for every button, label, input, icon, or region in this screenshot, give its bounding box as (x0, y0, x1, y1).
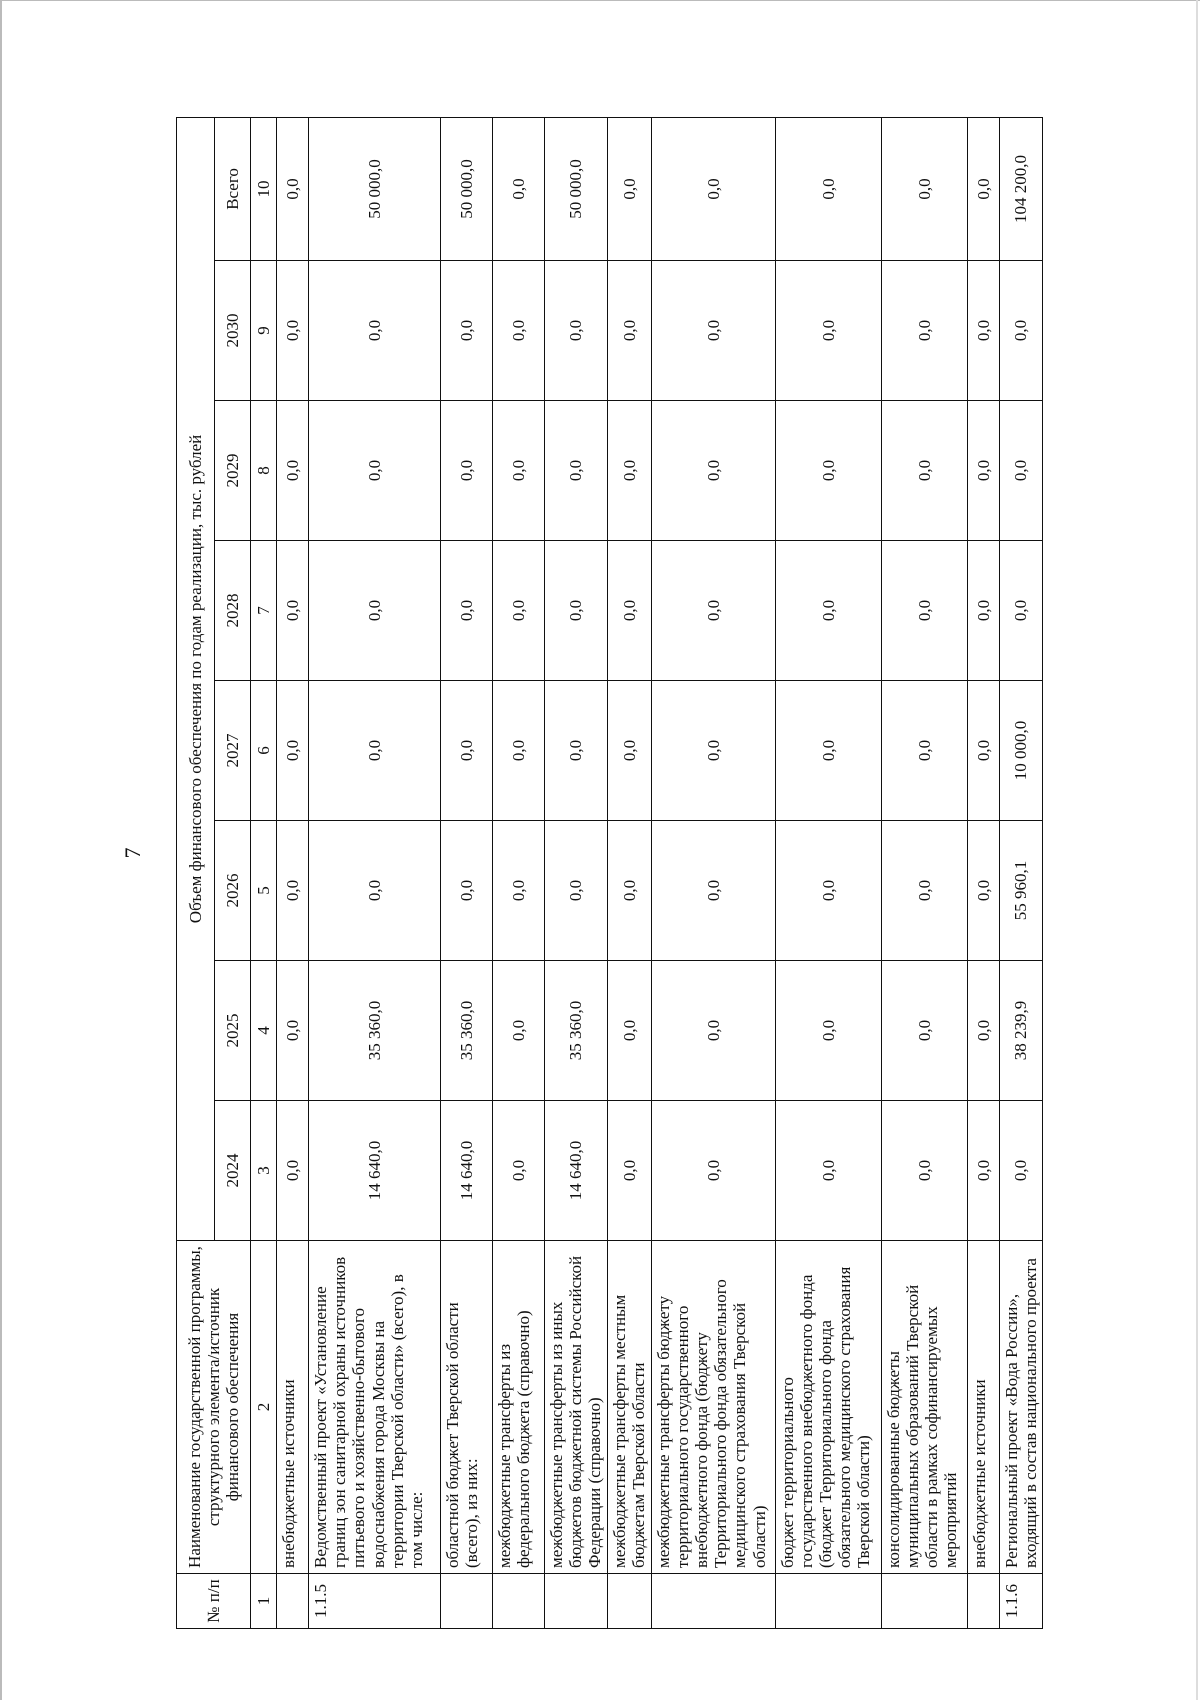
column-index-row (251, 117, 277, 1628)
row-year-value: 0,0 (277, 961, 309, 1101)
row-year-value: 0,0 (441, 261, 493, 401)
table-row (775, 117, 881, 1628)
row-code (651, 1574, 775, 1629)
row-year-value: 0,0 (309, 681, 441, 821)
row-year-value: 0,0 (545, 821, 608, 961)
column-index: 2 (251, 1241, 277, 1574)
table-row (277, 117, 309, 1628)
scan-edge-line (1196, 0, 1198, 1700)
row-total-value: 0,0 (967, 117, 999, 260)
scan-edge-line (0, 0, 2, 1700)
page-number: 7 (120, 847, 145, 859)
row-year-value: 0,0 (967, 821, 999, 961)
row-year-value: 14 640,0 (309, 1101, 441, 1241)
table-row (967, 117, 999, 1628)
row-year-value: 0,0 (607, 961, 651, 1101)
table-row (441, 117, 493, 1628)
row-year-value: 0,0 (493, 681, 545, 821)
row-year-value: 0,0 (775, 1101, 881, 1241)
row-name: внебюджетные источники (967, 1241, 999, 1574)
row-year-value: 0,0 (967, 541, 999, 681)
row-year-value: 0,0 (493, 821, 545, 961)
row-year-value: 0,0 (651, 821, 775, 961)
row-year-value: 0,0 (999, 401, 1042, 541)
row-year-value: 0,0 (309, 821, 441, 961)
header-name: Наименование государственной программы, структурного элемента/источник финансового обеспечения (177, 1241, 251, 1574)
table-row (309, 117, 441, 1628)
row-year-value: 0,0 (277, 1101, 309, 1241)
row-year-value: 0,0 (545, 401, 608, 541)
column-index: 3 (251, 1101, 277, 1241)
row-year-value: 0,0 (309, 401, 441, 541)
row-year-value: 14 640,0 (545, 1101, 608, 1241)
header-year: 2027 (215, 681, 251, 821)
row-name: бюджет территориального государственного внебюджетного фонда (бюджет Территориального фонда обязательного медицинского страхования Тверской области) (775, 1241, 881, 1574)
row-total-value: 104 200,0 (999, 117, 1042, 260)
row-name: межбюджетные трансферты местным бюджетам Тверской области (607, 1241, 651, 1574)
row-total-value: 0,0 (775, 117, 881, 260)
row-year-value: 0,0 (881, 401, 967, 541)
row-year-value: 0,0 (545, 681, 608, 821)
header-year: 2029 (215, 401, 251, 541)
table-row (545, 117, 608, 1628)
row-year-value: 0,0 (881, 1101, 967, 1241)
row-year-value: 38 239,9 (999, 961, 1042, 1101)
row-year-value: 0,0 (493, 261, 545, 401)
row-year-value: 0,0 (441, 681, 493, 821)
row-name: Ведомственный проект «Установление границ зон санитарной охраны источников питьевого и хозяйственно-бытового водоснабжения города Москвы на территории Тверской области» (всего), в том числе: (309, 1241, 441, 1574)
row-year-value: 0,0 (607, 261, 651, 401)
row-year-value: 0,0 (277, 821, 309, 961)
row-year-value: 0,0 (967, 961, 999, 1101)
row-total-value: 50 000,0 (545, 117, 608, 260)
row-year-value: 0,0 (493, 541, 545, 681)
row-year-value: 0,0 (967, 261, 999, 401)
row-year-value: 0,0 (881, 961, 967, 1101)
row-year-value: 0,0 (967, 1101, 999, 1241)
row-year-value: 0,0 (967, 681, 999, 821)
table-row (999, 117, 1042, 1628)
row-year-value: 0,0 (651, 541, 775, 681)
row-code (775, 1574, 881, 1629)
row-year-value: 0,0 (651, 261, 775, 401)
column-index: 9 (251, 261, 277, 401)
header-num: № п/п (177, 1574, 251, 1629)
row-year-value: 35 360,0 (441, 961, 493, 1101)
row-total-value: 0,0 (651, 117, 775, 260)
row-year-value: 0,0 (775, 401, 881, 541)
row-year-value: 0,0 (493, 401, 545, 541)
row-year-value: 0,0 (881, 261, 967, 401)
scan-edge-line (0, 0, 1200, 1)
row-year-value: 0,0 (493, 961, 545, 1101)
row-year-value: 0,0 (999, 541, 1042, 681)
table-row (607, 117, 651, 1628)
financing-table (176, 117, 1043, 1629)
row-year-value: 14 640,0 (441, 1101, 493, 1241)
column-index: 7 (251, 541, 277, 681)
row-name: межбюджетные трансферты из иных бюджетов бюджетной системы Российской Федерации (справочно) (545, 1241, 608, 1574)
row-code (607, 1574, 651, 1629)
row-year-value: 0,0 (999, 261, 1042, 401)
row-name: консолидированные бюджеты муниципальных образований Тверской области в рамках софинансируемых мероприятий (881, 1241, 967, 1574)
row-code: 1.1.6 (999, 1574, 1042, 1629)
column-index: 6 (251, 681, 277, 821)
row-code (545, 1574, 608, 1629)
row-year-value: 0,0 (441, 401, 493, 541)
header-year: 2026 (215, 821, 251, 961)
column-index: 10 (251, 117, 277, 260)
row-code: 1.1.5 (309, 1574, 441, 1629)
row-year-value: 0,0 (607, 821, 651, 961)
row-year-value: 0,0 (651, 681, 775, 821)
row-code (967, 1574, 999, 1629)
row-code (881, 1574, 967, 1629)
header-year: 2024 (215, 1101, 251, 1241)
row-year-value: 0,0 (309, 541, 441, 681)
row-name: межбюджетные трансферты бюджету территориального государственного внебюджетного фонда (бюджету Территориального фонда обязательного медицинского страхования Тверской области) (651, 1241, 775, 1574)
column-index: 1 (251, 1574, 277, 1629)
row-total-value: 50 000,0 (309, 117, 441, 260)
row-year-value: 0,0 (441, 821, 493, 961)
row-year-value: 0,0 (775, 541, 881, 681)
row-year-value: 0,0 (651, 401, 775, 541)
header-year: 2025 (215, 961, 251, 1101)
rotated-table-container (176, 118, 1176, 1629)
row-year-value: 0,0 (277, 681, 309, 821)
column-index: 8 (251, 401, 277, 541)
row-total-value: 0,0 (881, 117, 967, 260)
row-name: областной бюджет Тверской области (всего), из них: (441, 1241, 493, 1574)
header-volume: Объем финансового обеспечения по годам реализации, тыс. рублей (177, 117, 215, 1240)
table-sheet (176, 118, 1176, 1629)
row-name: Региональный проект «Вода России», входящий в состав национального проекта (999, 1241, 1042, 1574)
table-row (651, 117, 775, 1628)
row-year-value: 0,0 (607, 541, 651, 681)
row-year-value: 35 360,0 (309, 961, 441, 1101)
row-year-value: 0,0 (493, 1101, 545, 1241)
row-year-value: 0,0 (967, 401, 999, 541)
header-total: Всего (215, 117, 251, 260)
row-year-value: 0,0 (775, 261, 881, 401)
column-index: 5 (251, 821, 277, 961)
row-year-value: 0,0 (881, 681, 967, 821)
row-year-value: 10 000,0 (999, 681, 1042, 821)
row-year-value: 0,0 (775, 821, 881, 961)
row-year-value: 0,0 (881, 541, 967, 681)
row-code (277, 1574, 309, 1629)
row-year-value: 0,0 (775, 961, 881, 1101)
row-year-value: 0,0 (607, 1101, 651, 1241)
row-year-value: 0,0 (651, 961, 775, 1101)
row-year-value: 55 960,1 (999, 821, 1042, 961)
row-year-value: 0,0 (607, 681, 651, 821)
column-index: 4 (251, 961, 277, 1101)
row-year-value: 0,0 (309, 261, 441, 401)
table-row (881, 117, 967, 1628)
row-total-value: 0,0 (607, 117, 651, 260)
row-year-value: 0,0 (775, 681, 881, 821)
row-name: межбюджетные трансферты из федерального бюджета (справочно) (493, 1241, 545, 1574)
row-year-value: 0,0 (277, 401, 309, 541)
row-total-value: 0,0 (493, 117, 545, 260)
row-year-value: 35 360,0 (545, 961, 608, 1101)
row-year-value: 0,0 (651, 1101, 775, 1241)
row-year-value: 0,0 (545, 261, 608, 401)
row-code (441, 1574, 493, 1629)
header-year: 2030 (215, 261, 251, 401)
header-year: 2028 (215, 541, 251, 681)
row-year-value: 0,0 (441, 541, 493, 681)
row-year-value: 0,0 (545, 541, 608, 681)
row-year-value: 0,0 (277, 541, 309, 681)
row-name: внебюджетные источники (277, 1241, 309, 1574)
row-year-value: 0,0 (881, 821, 967, 961)
row-year-value: 0,0 (607, 401, 651, 541)
row-code (493, 1574, 545, 1629)
row-total-value: 0,0 (277, 117, 309, 260)
row-total-value: 50 000,0 (441, 117, 493, 260)
row-year-value: 0,0 (999, 1101, 1042, 1241)
table-row (493, 117, 545, 1628)
row-year-value: 0,0 (277, 261, 309, 401)
table-body (277, 117, 1043, 1628)
